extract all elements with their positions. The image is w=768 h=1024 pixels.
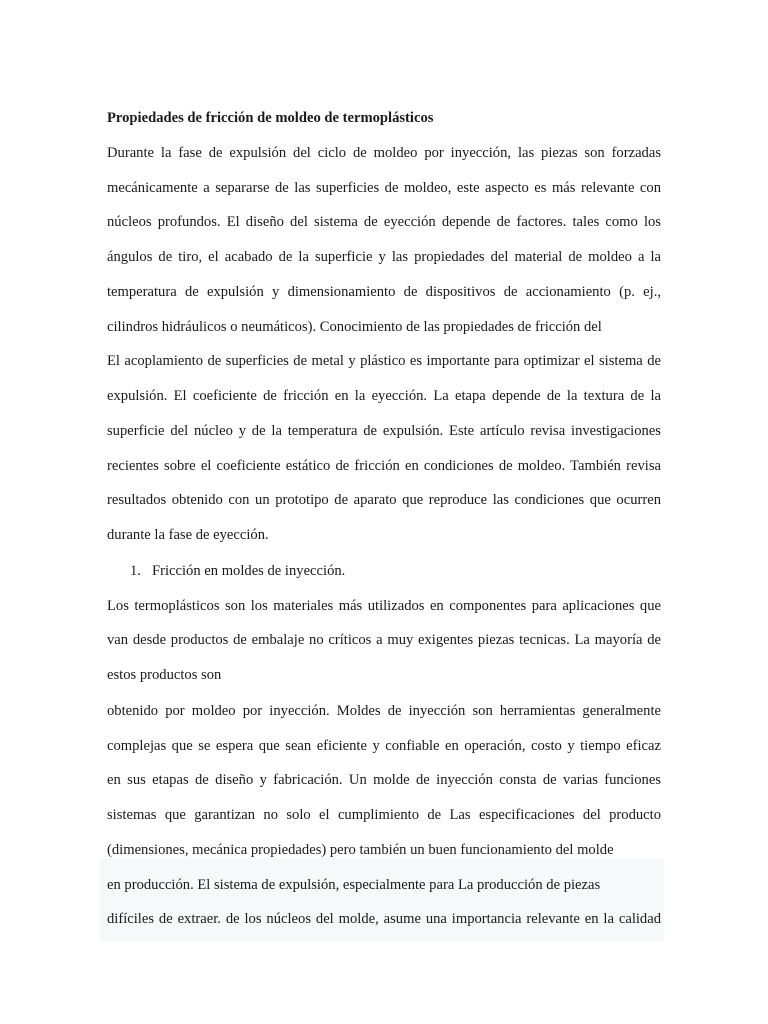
paragraph-1-line-1: Durante la fase de expulsión del ciclo de moldeo por inyección, las piezas son forzadas	[107, 145, 661, 161]
paragraph-1-line-3: núcleos profundos. El diseño del sistema de eyección depende de factores. tales como los	[107, 214, 661, 230]
paragraph-2-line-1: El acoplamiento de superficies de metal y plástico es importante para optimizar el sistema de	[107, 353, 661, 369]
paragraph-3-line-3: estos productos son	[107, 667, 222, 683]
paragraph-3-line-2: van desde productos de embalaje no críticos a muy exigentes piezas tecnicas. La mayoría de	[107, 632, 661, 648]
paragraph-1-line-5: temperatura de expulsión y dimensionamiento de dispositivos de accionamiento (p. ej.,	[107, 284, 661, 300]
paragraph-4-line-5: (dimensiones, mecánica propiedades) pero también un buen funcionamiento del molde	[107, 842, 614, 858]
paragraph-2-line-2: expulsión. El coeficiente de fricción en la eyección. La etapa depende de la textura de la	[107, 388, 661, 404]
paragraph-4-line-3: en sus etapas de diseño y fabricación. Un molde de inyección consta de varias funciones	[107, 772, 661, 788]
paragraph-4-line-1: obtenido por moldeo por inyección. Moldes de inyección son herramientas generalmente	[107, 703, 661, 719]
section-1-number: 1.	[130, 563, 141, 579]
document-title: Propiedades de fricción de moldeo de termoplásticos	[107, 110, 434, 126]
paragraph-2-line-3: superficie del núcleo y de la temperatura de expulsión. Este artículo revisa investigaciones	[107, 423, 661, 439]
paragraph-3-line-1: Los termoplásticos son los materiales más utilizados en componentes para aplicaciones que	[107, 598, 661, 614]
paragraph-1-line-4: ángulos de tiro, el acabado de la superficie y las propiedades del material de moldeo a la	[107, 249, 661, 265]
highlight-background	[100, 858, 664, 942]
paragraph-2-line-5: resultados obtenido con un prototipo de aparato que reproduce las condiciones que ocurren	[107, 492, 661, 508]
paragraph-5-line-2: difíciles de extraer. de los núcleos del molde, asume una importancia relevante en la calidad	[107, 911, 661, 927]
section-1-title: Fricción en moldes de inyección.	[152, 563, 346, 579]
paragraph-4-line-2: complejas que se espera que sean eficiente y confiable en operación, costo y tiempo eficaz	[107, 738, 661, 754]
paragraph-2-line-4: recientes sobre el coeficiente estático de fricción en condiciones de moldeo. También revisa	[107, 458, 661, 474]
section-1-heading	[130, 562, 661, 580]
paragraph-1-line-6: cilindros hidráulicos o neumáticos). Conocimiento de las propiedades de fricción del	[107, 319, 602, 335]
paragraph-1-line-2: mecánicamente a separarse de las superficies de moldeo, este aspecto es más relevante con	[107, 180, 661, 196]
paragraph-4-line-4: sistemas que garantizan no solo el cumplimiento de Las especificaciones del producto	[107, 807, 661, 823]
paragraph-5-line-1: en producción. El sistema de expulsión, especialmente para La producción de piezas	[107, 877, 601, 893]
paragraph-2-line-6: durante la fase de eyección.	[107, 527, 269, 543]
